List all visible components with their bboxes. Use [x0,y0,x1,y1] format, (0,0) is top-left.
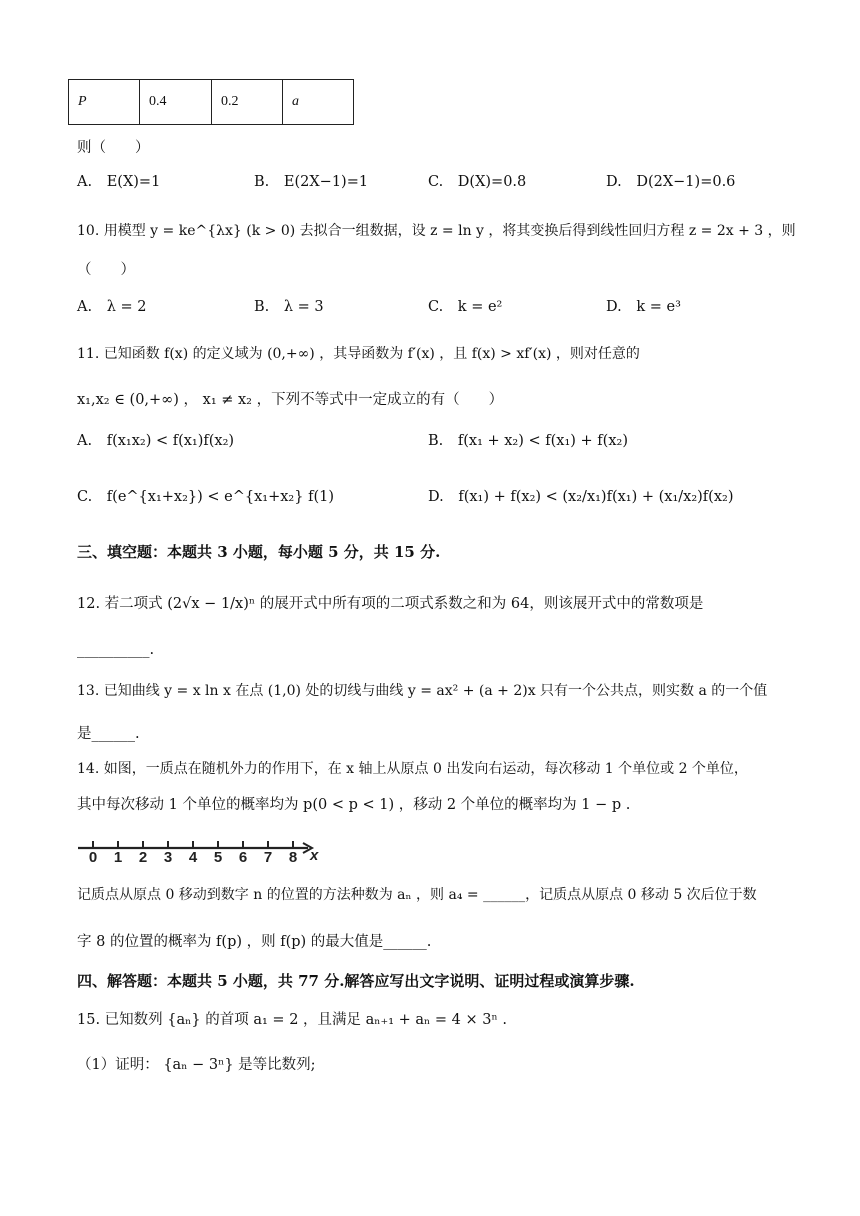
axis-tick-label: 2 [138,849,148,866]
q11-line2: x₁,x₂ ∈ (0,+∞) ， x₁ ≠ x₂ ，下列不等式中一定成立的有（ ） [77,392,504,408]
q9-option-c [428,174,526,190]
q10-option-a [77,299,147,315]
option-text: f(x₁) + f(x₂) < (x₂/x₁)f(x₁) + (x₁/x₂)f(x₂) [458,489,734,505]
option-text: D(2X−1)=0.6 [636,174,736,190]
q15-line1: 15. 已知数列 {aₙ} 的首项 a₁ = 2 ，且满足 aₙ₊₁ + aₙ = 4 × 3ⁿ . [77,1012,507,1028]
q9-option-d [606,174,735,190]
probability-table [68,79,354,125]
option-letter: D. [606,174,622,190]
option-letter: A. [77,174,93,190]
axis-tick-label: 1 [113,849,123,866]
q14-line1: 14. 如图，一质点在随机外力的作用下，在 x 轴上从原点 0 出发向右运动，每次移动 1 个单位或 2 个单位， [77,761,748,777]
axis-tick-label: 4 [188,849,198,866]
q13-line1: 13. 已知曲线 y = x ln x 在点 (1,0) 处的切线与曲线 y = ax² + (a + 2)x 只有一个公共点，则实数 a 的一个值 [77,683,768,699]
q10-line2: （ ） [77,262,135,278]
option-text: f(x₁x₂) < f(x₁)f(x₂) [106,433,235,449]
q11-option-b [428,433,628,449]
q10-option-d [606,299,681,315]
option-letter: A. [77,433,93,449]
table-cell: 0.4 [140,80,212,125]
axis-tick-label: 0 [88,849,98,866]
option-letter: B. [254,299,270,315]
option-text: f(e^{x₁+x₂}) < e^{x₁+x₂} f(1) [106,489,334,505]
table-row [69,80,354,125]
option-letter: B. [254,174,270,190]
table-cell: a [283,80,354,125]
option-text: λ = 3 [283,299,324,315]
option-text: E(2X−1)=1 [283,174,369,190]
q12-line2: __________. [77,642,155,658]
option-text: D(X)=0.8 [457,174,527,190]
option-letter: A. [77,299,93,315]
axis-ticks [89,841,297,866]
table-cell: 0.2 [212,80,283,125]
q14-line3: 记质点从原点 0 移动到数字 n 的位置的方法种数为 aₙ ，则 a₄ = ______，记质点从原点 0 移动 5 次后位于数 [77,887,757,903]
option-letter: C. [428,174,444,190]
q15-line2: （1）证明： {aₙ − 3ⁿ} 是等比数列; [77,1057,316,1073]
q9-option-b [254,174,368,190]
q14-line2: 其中每次移动 1 个单位的概率均为 p(0 < p < 1) ，移动 2 个单位的概率均为 1 − p . [77,797,631,813]
q13-line2: 是______. [77,726,140,742]
axis-tick-label: 5 [213,849,223,866]
axis-tick-label: 7 [263,849,273,866]
option-text: E(X)=1 [106,174,161,190]
option-letter: D. [606,299,622,315]
section-heading: 四、解答题：本题共 5 小题，共 77 分.解答应写出文字说明、证明过程或演算步骤. [77,972,635,990]
q11-option-c [77,489,334,505]
axis-label: x [310,847,319,864]
q11-line1: 11. 已知函数 f(x) 的定义域为 (0,+∞) ，其导函数为 f′(x) ，且 f(x) > xf′(x) ，则对任意的 [77,346,640,362]
q9-stem: 则（ ） [77,140,150,156]
option-letter: C. [77,489,93,505]
option-text: k = e³ [636,299,681,315]
option-text: λ = 2 [106,299,147,315]
q12-line1: 12. 若二项式 (2√x − 1/x)ⁿ 的展开式中所有项的二项式系数之和为 64，则该展开式中的常数项是 [77,596,704,612]
q9-option-a [77,174,160,190]
q14-line4: 字 8 的位置的概率为 f(p) ，则 f(p) 的最大值是______. [77,934,432,950]
q11-option-d [428,489,733,505]
axis-tick-label: 8 [288,849,298,866]
axis-tick-label: 6 [238,849,248,866]
q11-option-a [77,433,234,449]
number-line-figure [76,838,326,866]
option-text: k = e² [457,299,503,315]
option-letter: C. [428,299,444,315]
axis-tick-label: 3 [163,849,173,866]
table-cell-label: P [69,80,140,125]
option-letter: D. [428,489,444,505]
q10-option-c [428,299,502,315]
q10-option-b [254,299,324,315]
section-heading: 三、填空题：本题共 3 小题，每小题 5 分，共 15 分. [77,543,441,561]
q10-line1: 10. 用模型 y = ke^{λx} (k > 0) 去拟合一组数据，设 z = ln y ，将其变换后得到线性回归方程 z = 2x + 3 ，则 [77,223,796,239]
option-letter: B. [428,433,444,449]
option-text: f(x₁ + x₂) < f(x₁) + f(x₂) [457,433,628,449]
